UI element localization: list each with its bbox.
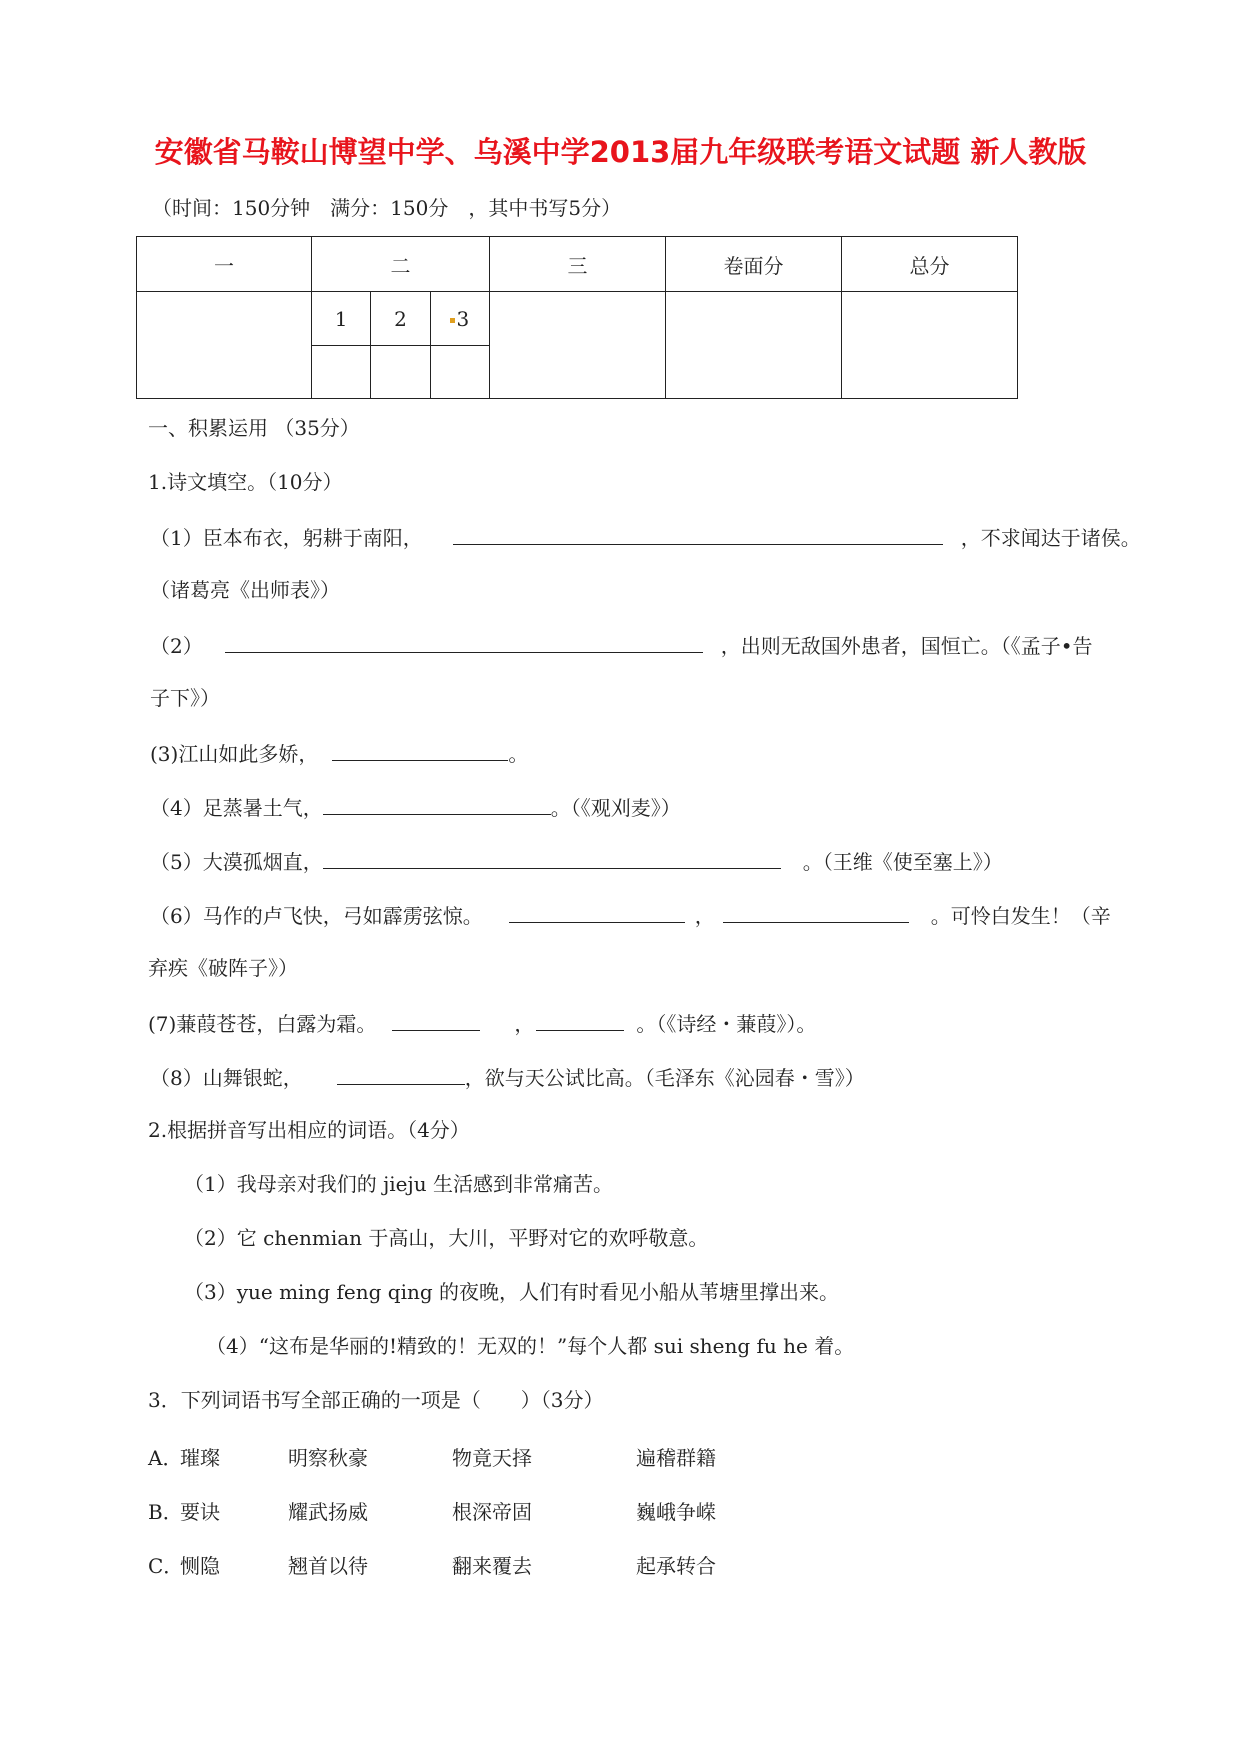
q1-item-7-mid: ， — [514, 1012, 535, 1036]
score-cell-2-1[interactable] — [312, 346, 371, 399]
answer-blank[interactable] — [225, 632, 703, 653]
option-word: 翻来覆去 — [452, 1554, 532, 1578]
answer-blank[interactable] — [453, 524, 943, 545]
q1-item-8 — [150, 1064, 865, 1090]
q1-item-7-end: 。（《诗经・蒹葭》）。 — [636, 1012, 817, 1036]
section-1-heading: 一、积累运用 （35分） — [148, 416, 360, 440]
q1-item-8-end: ，欲与天公试比高。（毛泽东《沁园春・雪》） — [464, 1066, 865, 1090]
q2-item-1: （1）我母亲对我们的 jieju 生活感到非常痛苦。 — [184, 1172, 613, 1196]
answer-blank[interactable] — [392, 1010, 480, 1031]
q2-item-2: （2）它 chenmian 于高山，大川，平野对它的欢呼敬意。 — [184, 1226, 709, 1250]
q1-item-3 — [150, 740, 528, 766]
q1-item-1-source: （诸葛亮《出师表》） — [150, 578, 340, 602]
q1-item-5-text: （5）大漠孤烟直， — [150, 850, 323, 874]
marker-dot-icon — [450, 318, 455, 323]
q1-item-2-source: 子下》） — [150, 686, 220, 710]
q3-option-a[interactable] — [148, 1442, 716, 1471]
score-cell-4[interactable] — [666, 292, 842, 399]
q1-item-1-text: （1）臣本布衣，躬耕于南阳， — [150, 526, 423, 550]
q1-item-6-text: （6）马作的卢飞快，弓如霹雳弦惊。 — [150, 904, 483, 928]
answer-blank[interactable] — [509, 902, 685, 923]
q1-item-4-text: （4）足蒸暑土气， — [150, 796, 323, 820]
score-sub-2: 2 — [371, 292, 430, 346]
q3-option-c[interactable] — [148, 1550, 716, 1579]
q1-item-8-text: （8）山舞银蛇， — [150, 1066, 303, 1090]
q1-item-3-text: (3)江山如此多娇， — [150, 742, 319, 766]
q1-item-1 — [150, 524, 1141, 550]
option-word: 明察秋豪 — [288, 1446, 368, 1470]
answer-blank[interactable] — [723, 902, 909, 923]
q3-title: 3．下列词语书写全部正确的一项是（ ）（3分） — [148, 1388, 604, 1412]
score-sub-1: 1 — [312, 292, 371, 346]
answer-blank[interactable] — [332, 740, 508, 761]
score-table — [136, 236, 1018, 399]
score-sub-3 — [430, 292, 489, 346]
q1-item-6-source: 弃疾《破阵子》） — [148, 956, 298, 980]
option-word: 恻隐 — [180, 1554, 220, 1578]
answer-blank[interactable] — [323, 794, 551, 815]
option-word: 耀武扬威 — [288, 1500, 368, 1524]
score-cell-2-2[interactable] — [371, 346, 430, 399]
q1-item-6-mid: ， — [694, 904, 715, 928]
exam-info: （时间：150分钟 满分：150分 ，其中书写5分） — [152, 196, 622, 220]
answer-blank[interactable] — [536, 1010, 624, 1031]
option-word: 巍峨争嵘 — [636, 1500, 716, 1524]
q1-item-2-end: ，出则无敌国外患者，国恒亡。（《孟子•告 — [720, 634, 1093, 658]
q1-item-4 — [150, 794, 681, 820]
document-title: 安徽省马鞍山博望中学、乌溪中学2013届九年级联考语文试题 新人教版 — [154, 135, 1087, 169]
option-word: 璀璨 — [180, 1446, 220, 1470]
score-header-1: 一 — [137, 237, 312, 292]
option-word: 要诀 — [180, 1500, 220, 1524]
q1-item-7-text: (7)蒹葭苍苍，白露为霜。 — [148, 1012, 377, 1036]
q1-title: 1.诗文填空。（10分） — [148, 470, 343, 494]
q1-item-5 — [150, 848, 1003, 874]
score-header-2: 二 — [312, 237, 490, 292]
q1-item-5-end: 。（王维《使至塞上》） — [802, 850, 1003, 874]
q1-item-6 — [150, 902, 1111, 928]
q1-item-2-text: （2） — [150, 634, 203, 658]
q2-item-3: （3）yue ming feng qing 的夜晚，人们有时看见小船从苇塘里撑出来。 — [184, 1280, 840, 1304]
score-sub-3-label: 3 — [456, 306, 470, 331]
q2-title: 2.根据拼音写出相应的词语。（4分） — [148, 1118, 470, 1142]
q1-item-2 — [150, 632, 1093, 658]
answer-blank[interactable] — [323, 848, 781, 869]
score-header-5: 总分 — [842, 237, 1018, 292]
option-word: 根深帝固 — [452, 1500, 532, 1524]
score-cell-2-3[interactable] — [430, 346, 489, 399]
option-label: C． — [148, 1554, 184, 1578]
score-header-3: 三 — [490, 237, 666, 292]
score-cell-3[interactable] — [490, 292, 666, 399]
q1-item-1-end: ，不求闻达于诸侯。 — [960, 526, 1141, 550]
option-label: B． — [148, 1500, 183, 1524]
score-cell-5[interactable] — [842, 292, 1018, 399]
q1-item-3-end: 。 — [508, 742, 529, 766]
q2-item-4: （4）“这布是华丽的!精致的！无双的！”每个人都 sui sheng fu he 着。 — [206, 1334, 855, 1358]
option-word: 起承转合 — [636, 1554, 716, 1578]
option-label: A． — [148, 1446, 183, 1470]
option-word: 遍稽群籍 — [636, 1446, 716, 1470]
q3-option-b[interactable] — [148, 1496, 716, 1525]
score-header-4: 卷面分 — [666, 237, 842, 292]
q1-item-6-end: 。可怜白发生！（辛 — [930, 904, 1111, 928]
q1-item-4-end: 。（《观刈麦》） — [550, 796, 681, 820]
score-cell-1[interactable] — [137, 292, 312, 399]
option-word: 物竟天择 — [452, 1446, 532, 1470]
answer-blank[interactable] — [337, 1064, 465, 1085]
q1-item-7 — [148, 1010, 816, 1036]
option-word: 翘首以待 — [288, 1554, 368, 1578]
